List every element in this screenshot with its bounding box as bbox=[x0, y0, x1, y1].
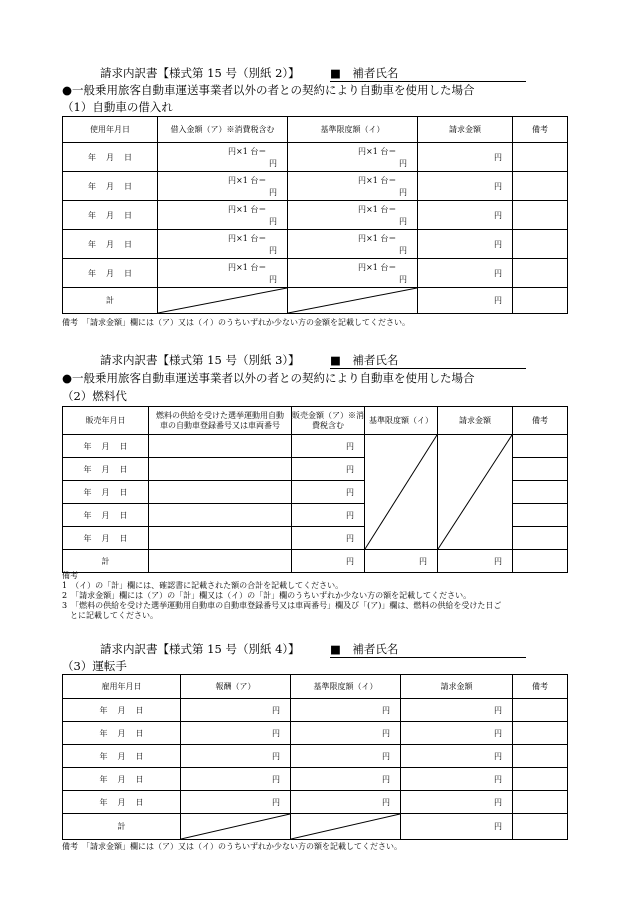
limit-cell[interactable]: 円×1 台＝ 円 bbox=[288, 230, 418, 259]
form3-name-label: ■ 補者氏名 bbox=[330, 352, 526, 369]
table-row bbox=[63, 143, 568, 172]
date-cell[interactable]: 年 月 日 bbox=[63, 481, 149, 504]
form2-header-date: 使用年月日 bbox=[63, 117, 158, 143]
table-row bbox=[63, 722, 568, 745]
limit-cell[interactable]: 円 bbox=[291, 745, 401, 768]
date-cell[interactable]: 年 月 日 bbox=[63, 458, 149, 481]
form4-table bbox=[62, 674, 568, 840]
remarks-cell[interactable] bbox=[513, 504, 568, 527]
form2-note: 備考 「請求金額」欄には（ア）又は（イ）のうちいずれか少ない方の金額を記載してください。 bbox=[62, 318, 410, 327]
table-row bbox=[63, 699, 568, 722]
pay-cell[interactable]: 円 bbox=[181, 791, 291, 814]
form4-header-remarks: 備考 bbox=[513, 675, 568, 699]
claim-cell[interactable]: 円 bbox=[401, 791, 513, 814]
claim-cell[interactable]: 円 bbox=[401, 722, 513, 745]
total-row bbox=[63, 550, 568, 573]
remarks-cell[interactable] bbox=[513, 481, 568, 504]
date-cell[interactable]: 年 月 日 bbox=[63, 699, 181, 722]
vehicle-cell[interactable] bbox=[149, 458, 292, 481]
remarks-cell[interactable] bbox=[513, 143, 568, 172]
total-label: 計 bbox=[63, 814, 181, 840]
table-row bbox=[63, 745, 568, 768]
form3-header-vehicle: 燃料の供給を受けた選挙運動用自動車の自動車登録番号又は車両番号 bbox=[149, 407, 292, 435]
claim-cell[interactable]: 円 bbox=[401, 768, 513, 791]
amount-cell[interactable]: 円 bbox=[292, 435, 365, 458]
total-label: 計 bbox=[63, 550, 149, 573]
table-row bbox=[63, 435, 568, 458]
date-cell[interactable]: 年 月 日 bbox=[63, 768, 181, 791]
limit-cell[interactable]: 円 bbox=[291, 791, 401, 814]
form3-heading: ●一般乗用旅客自動車運送事業者以外の者との契約により自動車を使用した場合 bbox=[62, 371, 475, 385]
form3-header-amount: 販売金額（ア）※消費税含む bbox=[292, 407, 365, 435]
pay-cell[interactable]: 円 bbox=[181, 745, 291, 768]
form4-note: 備考 「請求金額」欄には（ア）又は（イ）のうちいずれか少ない方の額を記載してください。 bbox=[62, 842, 402, 851]
form2-header-limit: 基準限度額（イ） bbox=[288, 117, 418, 143]
diagonal-cell bbox=[291, 814, 401, 840]
remarks-cell[interactable] bbox=[513, 745, 568, 768]
vehicle-cell[interactable] bbox=[149, 481, 292, 504]
claim-cell[interactable]: 円 bbox=[418, 201, 513, 230]
claim-cell[interactable]: 円 bbox=[401, 745, 513, 768]
table-row bbox=[63, 172, 568, 201]
remarks-cell[interactable] bbox=[513, 259, 568, 288]
limit-cell[interactable]: 円×1 台＝ 円 bbox=[288, 143, 418, 172]
date-cell[interactable]: 年 月 日 bbox=[63, 259, 158, 288]
diagonal-cell bbox=[365, 435, 438, 550]
remarks-cell[interactable] bbox=[513, 550, 568, 573]
table-row bbox=[63, 259, 568, 288]
form2-table bbox=[62, 116, 568, 314]
form3-header-claim: 請求金額 bbox=[438, 407, 513, 435]
table-row bbox=[63, 230, 568, 259]
form3-title: 請求内訳書【様式第 15 号（別紙 3）】 bbox=[100, 353, 300, 367]
remarks-cell[interactable] bbox=[513, 791, 568, 814]
limit-cell[interactable]: 円×1 台＝ 円 bbox=[288, 201, 418, 230]
remarks-cell[interactable] bbox=[513, 172, 568, 201]
diagonal-cell bbox=[181, 814, 291, 840]
remarks-cell[interactable] bbox=[513, 722, 568, 745]
remarks-cell[interactable] bbox=[513, 201, 568, 230]
form4-header-date: 雇用年月日 bbox=[63, 675, 181, 699]
remarks-cell[interactable] bbox=[513, 458, 568, 481]
table-row bbox=[63, 201, 568, 230]
vehicle-cell[interactable] bbox=[149, 504, 292, 527]
form4-header-pay: 報酬（ア） bbox=[181, 675, 291, 699]
form4-section: （3）運転手 bbox=[62, 659, 127, 673]
claim-cell[interactable]: 円 bbox=[418, 230, 513, 259]
form2-section: （1）自動車の借入れ bbox=[62, 100, 173, 114]
form2-header-remarks: 備考 bbox=[513, 117, 568, 143]
date-cell[interactable]: 年 月 日 bbox=[63, 527, 149, 550]
diagonal-cell bbox=[438, 435, 513, 550]
form3-notes: 備考 1 （イ）の「計」欄には、確認書に記載された額の合計を記載してください。 2 「請求金額」欄には（ア）の「計」欄又は（イ）の「計」欄のうちいずれか少ない方の額を記載してください。 3 「燃料の供給を受けた選挙運動用自動車の自動車登録番号又は車両番号」欄及び「(ア)」欄は、燃料の供給を受けた日ご とに記載してください。 bbox=[62, 571, 502, 620]
total-label: 計 bbox=[63, 288, 158, 314]
diagonal-cell bbox=[158, 288, 288, 314]
total-amount-cell[interactable]: 円 bbox=[292, 550, 365, 573]
diagonal-cell bbox=[288, 288, 418, 314]
claim-cell[interactable]: 円 bbox=[418, 172, 513, 201]
limit-cell[interactable]: 円×1 台＝ 円 bbox=[288, 259, 418, 288]
form2-name-label: ■ 補者氏名 bbox=[330, 65, 526, 82]
date-cell[interactable]: 年 月 日 bbox=[63, 230, 158, 259]
remarks-cell[interactable] bbox=[513, 288, 568, 314]
form4-title: 請求内訳書【様式第 15 号（別紙 4）】 bbox=[100, 642, 300, 656]
form4-header-claim: 請求金額 bbox=[401, 675, 513, 699]
total-row bbox=[63, 814, 568, 840]
amount-cell[interactable]: 円 bbox=[292, 527, 365, 550]
form2-heading: ●一般乗用旅客自動車運送事業者以外の者との契約により自動車を使用した場合 bbox=[62, 83, 475, 97]
total-limit-cell[interactable]: 円 bbox=[365, 550, 438, 573]
remarks-cell[interactable] bbox=[513, 230, 568, 259]
date-cell[interactable]: 年 月 日 bbox=[63, 435, 149, 458]
claim-cell[interactable]: 円 bbox=[418, 259, 513, 288]
form3-header-date: 販売年月日 bbox=[63, 407, 149, 435]
date-cell[interactable]: 年 月 日 bbox=[63, 745, 181, 768]
form3-section: （2）燃料代 bbox=[62, 389, 127, 403]
remarks-cell[interactable] bbox=[513, 527, 568, 550]
table-row bbox=[63, 768, 568, 791]
amount-cell[interactable]: 円 bbox=[292, 458, 365, 481]
remarks-cell[interactable] bbox=[513, 814, 568, 840]
pay-cell[interactable]: 円 bbox=[181, 699, 291, 722]
amount-cell[interactable]: 円×1 台＝ 円 bbox=[158, 201, 288, 230]
form2-title: 請求内訳書【様式第 15 号（別紙 2）】 bbox=[100, 66, 300, 80]
remarks-cell[interactable] bbox=[513, 768, 568, 791]
table-row bbox=[63, 791, 568, 814]
claim-cell[interactable]: 円 bbox=[418, 143, 513, 172]
form3-header-remarks: 備考 bbox=[513, 407, 568, 435]
form3-table bbox=[62, 406, 568, 573]
pay-cell[interactable]: 円 bbox=[181, 722, 291, 745]
limit-cell[interactable]: 円×1 台＝ 円 bbox=[288, 172, 418, 201]
vehicle-cell[interactable] bbox=[149, 550, 292, 573]
total-claim-cell[interactable]: 円 bbox=[401, 814, 513, 840]
amount-cell[interactable]: 円×1 台＝ 円 bbox=[158, 172, 288, 201]
remarks-cell[interactable] bbox=[513, 435, 568, 458]
pay-cell[interactable]: 円 bbox=[181, 768, 291, 791]
total-row bbox=[63, 288, 568, 314]
date-cell[interactable]: 年 月 日 bbox=[63, 201, 158, 230]
amount-cell[interactable]: 円×1 台＝ 円 bbox=[158, 143, 288, 172]
limit-cell[interactable]: 円 bbox=[291, 699, 401, 722]
form2-header-claim: 請求金額 bbox=[418, 117, 513, 143]
date-cell[interactable]: 年 月 日 bbox=[63, 504, 149, 527]
date-cell[interactable]: 年 月 日 bbox=[63, 172, 158, 201]
date-cell[interactable]: 年 月 日 bbox=[63, 143, 158, 172]
form3-header-limit: 基準限度額（イ） bbox=[365, 407, 438, 435]
claim-cell[interactable]: 円 bbox=[401, 699, 513, 722]
form4-name-label: ■ 補者氏名 bbox=[330, 641, 526, 658]
amount-cell[interactable]: 円×1 台＝ 円 bbox=[158, 259, 288, 288]
date-cell[interactable]: 年 月 日 bbox=[63, 791, 181, 814]
limit-cell[interactable]: 円 bbox=[291, 722, 401, 745]
limit-cell[interactable]: 円 bbox=[291, 768, 401, 791]
form2-header-amount: 借入金額（ア）※消費税含む bbox=[158, 117, 288, 143]
amount-cell[interactable]: 円×1 台＝ 円 bbox=[158, 230, 288, 259]
total-claim-cell[interactable]: 円 bbox=[438, 550, 513, 573]
form4-header-limit: 基準限度額（イ） bbox=[291, 675, 401, 699]
vehicle-cell[interactable] bbox=[149, 527, 292, 550]
vehicle-cell[interactable] bbox=[149, 435, 292, 458]
total-claim-cell[interactable]: 円 bbox=[418, 288, 513, 314]
amount-cell[interactable]: 円 bbox=[292, 481, 365, 504]
amount-cell[interactable]: 円 bbox=[292, 504, 365, 527]
date-cell[interactable]: 年 月 日 bbox=[63, 722, 181, 745]
remarks-cell[interactable] bbox=[513, 699, 568, 722]
